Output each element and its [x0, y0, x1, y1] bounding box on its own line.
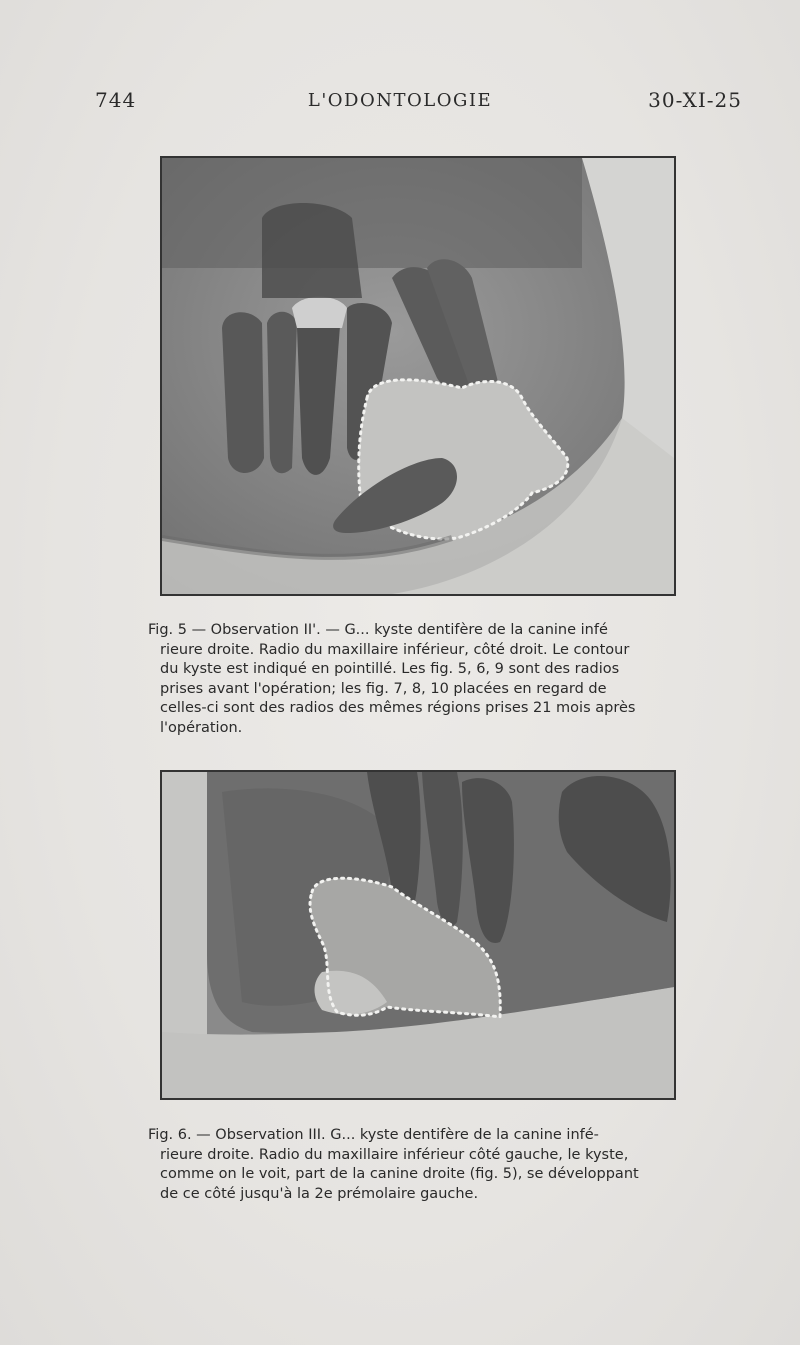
figure-5-caption: [148, 621, 693, 738]
page-number: 744: [95, 88, 137, 112]
figure-5-radiograph: [160, 156, 676, 596]
figure-6-caption: [148, 1126, 693, 1204]
caption-line: Fig. 5 — Observation II'. — G... kyste dentifère de la canine infé: [148, 622, 608, 638]
figure-6-radiograph: [160, 770, 676, 1100]
caption-line: rieure droite. Radio du maxillaire inférieur, côté droit. Le contour: [160, 641, 630, 658]
caption-line: Fig. 6. — Observation III. G... kyste dentifère de la canine infé-: [148, 1127, 599, 1143]
caption-line: l'opération.: [160, 719, 243, 736]
caption-line: comme on le voit, part de la canine droite (fig. 5), se développant: [160, 1166, 639, 1182]
running-title: L'ODONTOLOGIE: [307, 90, 493, 111]
caption-line: celles-ci sont des radios des mêmes régions prises 21 mois après: [160, 700, 636, 716]
caption-line: du kyste est indiqué en pointillé. Les fig. 5, 6, 9 sont des radios: [160, 661, 620, 677]
caption-line: rieure droite. Radio du maxillaire inférieur côté gauche, le kyste,: [160, 1146, 629, 1163]
caption-line: prises avant l'opération; les fig. 7, 8, 10 placées en regard de: [160, 680, 607, 697]
caption-line: de ce côté jusqu'à la 2e prémolaire gauche.: [160, 1185, 479, 1202]
issue-date: 30-XI-25: [648, 88, 742, 112]
page-header: [0, 88, 800, 118]
